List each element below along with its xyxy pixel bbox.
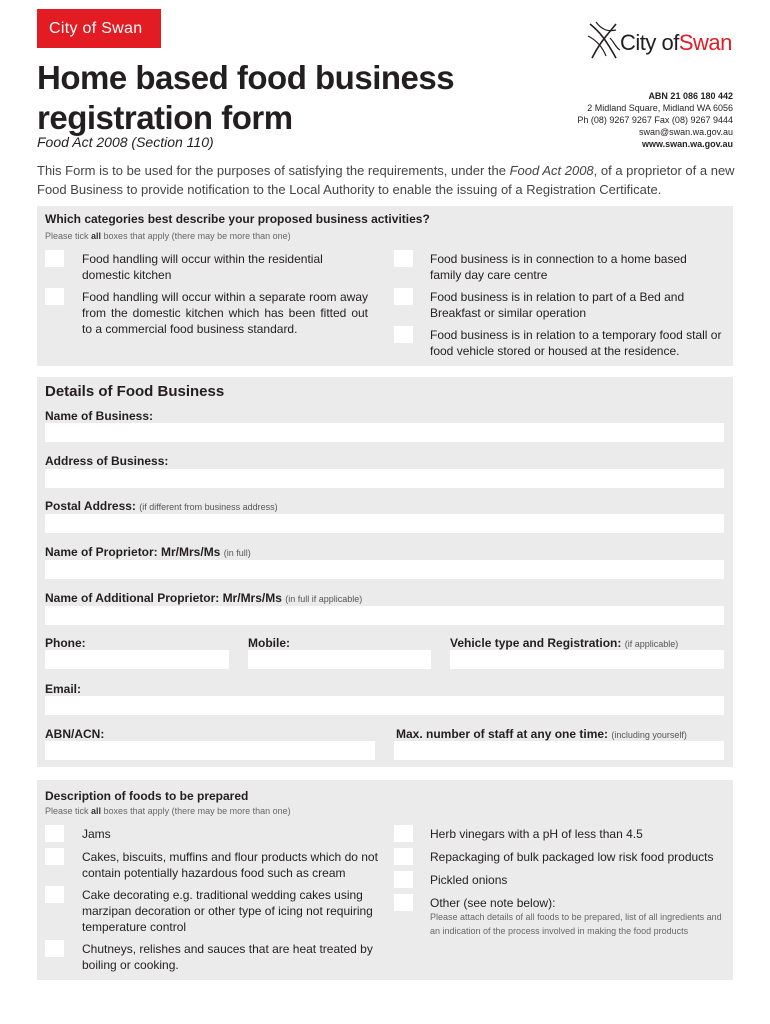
phone-field[interactable] bbox=[45, 650, 229, 669]
page-title: Home based food business registration form bbox=[37, 59, 455, 136]
max-staff-note: (including yourself) bbox=[611, 730, 687, 740]
other-note: Please attach details of all foods to be prepared, list of all ingredients and an indication of the process involved in making the food products bbox=[430, 912, 722, 936]
label-email: Email: bbox=[45, 682, 82, 696]
categories-question: Which categories best describe your proposed business activities? bbox=[45, 212, 430, 226]
label-abn-acn: ABN/ACN: bbox=[45, 727, 105, 741]
option-bed-and-breakfast: Food business is in relation to part of a Bed and Breakfast or similar operation bbox=[430, 290, 685, 320]
additional-proprietor-text: Name of Additional Proprietor: Mr/Mrs/Ms bbox=[45, 591, 282, 605]
label-address-of-business: Address of Business: bbox=[45, 454, 169, 468]
vehicle-text: Vehicle type and Registration: bbox=[450, 636, 622, 650]
categories-hint bbox=[45, 231, 291, 241]
name-of-business-field[interactable] bbox=[45, 423, 724, 442]
foods-hint-pre: Please tick bbox=[45, 806, 92, 816]
email-field[interactable] bbox=[45, 696, 724, 715]
label-proprietor bbox=[45, 545, 251, 559]
option-separate-room: Food handling will occur within a separate room away from the domestic kitchen which has been fitted out to a commercial food business standard. bbox=[82, 290, 368, 336]
foods-panel bbox=[37, 780, 733, 980]
foods-hint-post: boxes that apply (there may be more than one) bbox=[101, 806, 291, 816]
foods-title: Description of foods to be prepared bbox=[45, 789, 249, 803]
max-staff-text: Max. number of staff at any one time: bbox=[396, 727, 609, 741]
details-panel bbox=[37, 377, 733, 767]
proprietor-field[interactable] bbox=[45, 560, 724, 579]
checkbox-herb-vinegars[interactable] bbox=[394, 825, 413, 842]
option-cakes-biscuits: Cakes, biscuits, muffins and flour products which do not contain potentially hazardous food such as cream bbox=[82, 850, 378, 880]
label-name-of-business: Name of Business: bbox=[45, 409, 154, 423]
phone-fax-text: Ph (08) 9267 9267 Fax (08) 9267 9444 bbox=[577, 115, 733, 125]
label-vehicle bbox=[450, 636, 678, 650]
hint-post: boxes that apply (there may be more than one) bbox=[101, 231, 291, 241]
foods-hint-bold: all bbox=[91, 806, 102, 816]
option-cake-decorating: Cake decorating e.g. traditional wedding cakes using marzipan decoration or other type of icing not requiring temperature control bbox=[82, 888, 373, 934]
page-subtitle: Food Act 2008 (Section 110) bbox=[37, 134, 214, 150]
checkbox-repackaging[interactable] bbox=[394, 848, 413, 865]
checkbox-family-day-care[interactable] bbox=[394, 250, 413, 267]
additional-proprietor-field[interactable] bbox=[45, 606, 724, 625]
intro-part2: , of a proprietor of a new Food Business to provide notification to the Local Authority to enable the issuing of a Registration Certificate. bbox=[37, 163, 735, 197]
postal-address-field[interactable] bbox=[45, 514, 724, 533]
label-mobile: Mobile: bbox=[248, 636, 290, 650]
logo-swan-text: Swan bbox=[678, 30, 732, 55]
option-temporary-stall: Food business is in relation to a temporary food stall or food vehicle stored or housed at the residence. bbox=[430, 328, 722, 358]
address-text: 2 Midland Square, Midland WA 6056 bbox=[587, 103, 733, 113]
checkbox-chutneys[interactable] bbox=[45, 940, 64, 957]
vehicle-field[interactable] bbox=[450, 650, 724, 669]
abn-text: ABN 21 086 180 442 bbox=[648, 91, 733, 101]
option-pickled-onions: Pickled onions bbox=[430, 873, 508, 887]
option-jams: Jams bbox=[82, 827, 111, 841]
mobile-field[interactable] bbox=[248, 650, 431, 669]
categories-panel bbox=[37, 206, 733, 366]
label-additional-proprietor bbox=[45, 591, 362, 605]
checkbox-residential-kitchen[interactable] bbox=[45, 250, 64, 267]
vehicle-note: (if applicable) bbox=[624, 639, 679, 649]
postal-note: (if different from business address) bbox=[139, 502, 278, 512]
intro-paragraph bbox=[37, 161, 737, 199]
option-residential-kitchen: Food handling will occur within the residential domestic kitchen bbox=[82, 252, 323, 282]
postal-address-text: Postal Address: bbox=[45, 499, 136, 513]
details-title: Details of Food Business bbox=[45, 383, 225, 400]
hint-pre: Please tick bbox=[45, 231, 92, 241]
proprietor-note: (in full) bbox=[223, 548, 251, 558]
hint-bold: all bbox=[91, 231, 102, 241]
checkbox-cakes-biscuits[interactable] bbox=[45, 848, 64, 865]
web-text: www.swan.wa.gov.au bbox=[641, 139, 733, 149]
logo-city-text: City of bbox=[620, 30, 679, 55]
logo-wordmark bbox=[620, 30, 732, 56]
checkbox-other[interactable] bbox=[394, 894, 413, 911]
proprietor-text: Name of Proprietor: Mr/Mrs/Ms bbox=[45, 545, 221, 559]
email-text: swan@swan.wa.gov.au bbox=[638, 127, 733, 137]
option-other: Other (see note below): bbox=[430, 896, 556, 910]
abn-acn-field[interactable] bbox=[45, 741, 375, 760]
foods-hint bbox=[45, 806, 291, 816]
max-staff-field[interactable] bbox=[394, 741, 724, 760]
checkbox-cake-decorating[interactable] bbox=[45, 886, 64, 903]
label-postal-address bbox=[45, 499, 278, 513]
checkbox-separate-room[interactable] bbox=[45, 288, 64, 305]
address-of-business-field[interactable] bbox=[45, 469, 724, 488]
checkbox-bed-and-breakfast[interactable] bbox=[394, 288, 413, 305]
city-of-swan-tab: City of Swan bbox=[37, 9, 161, 48]
option-herb-vinegars: Herb vinegars with a pH of less than 4.5 bbox=[430, 827, 643, 841]
contact-block bbox=[577, 90, 733, 150]
option-chutneys: Chutneys, relishes and sauces that are heat treated by boiling or cooking. bbox=[82, 942, 373, 972]
checkbox-jams[interactable] bbox=[45, 825, 64, 842]
checkbox-temporary-stall[interactable] bbox=[394, 326, 413, 343]
option-family-day-care: Food business is in connection to a home based family day care centre bbox=[430, 252, 687, 282]
intro-act: Food Act 2008 bbox=[509, 163, 594, 178]
swan-icon bbox=[586, 20, 622, 62]
additional-proprietor-note: (in full if applicable) bbox=[285, 594, 363, 604]
label-phone: Phone: bbox=[45, 636, 86, 650]
checkbox-pickled-onions[interactable] bbox=[394, 871, 413, 888]
label-max-staff bbox=[396, 727, 687, 741]
city-of-swan-logo bbox=[586, 20, 742, 62]
intro-part1: This Form is to be used for the purposes of satisfying the requirements, under the bbox=[37, 163, 510, 178]
option-repackaging: Repackaging of bulk packaged low risk food products bbox=[430, 850, 714, 864]
